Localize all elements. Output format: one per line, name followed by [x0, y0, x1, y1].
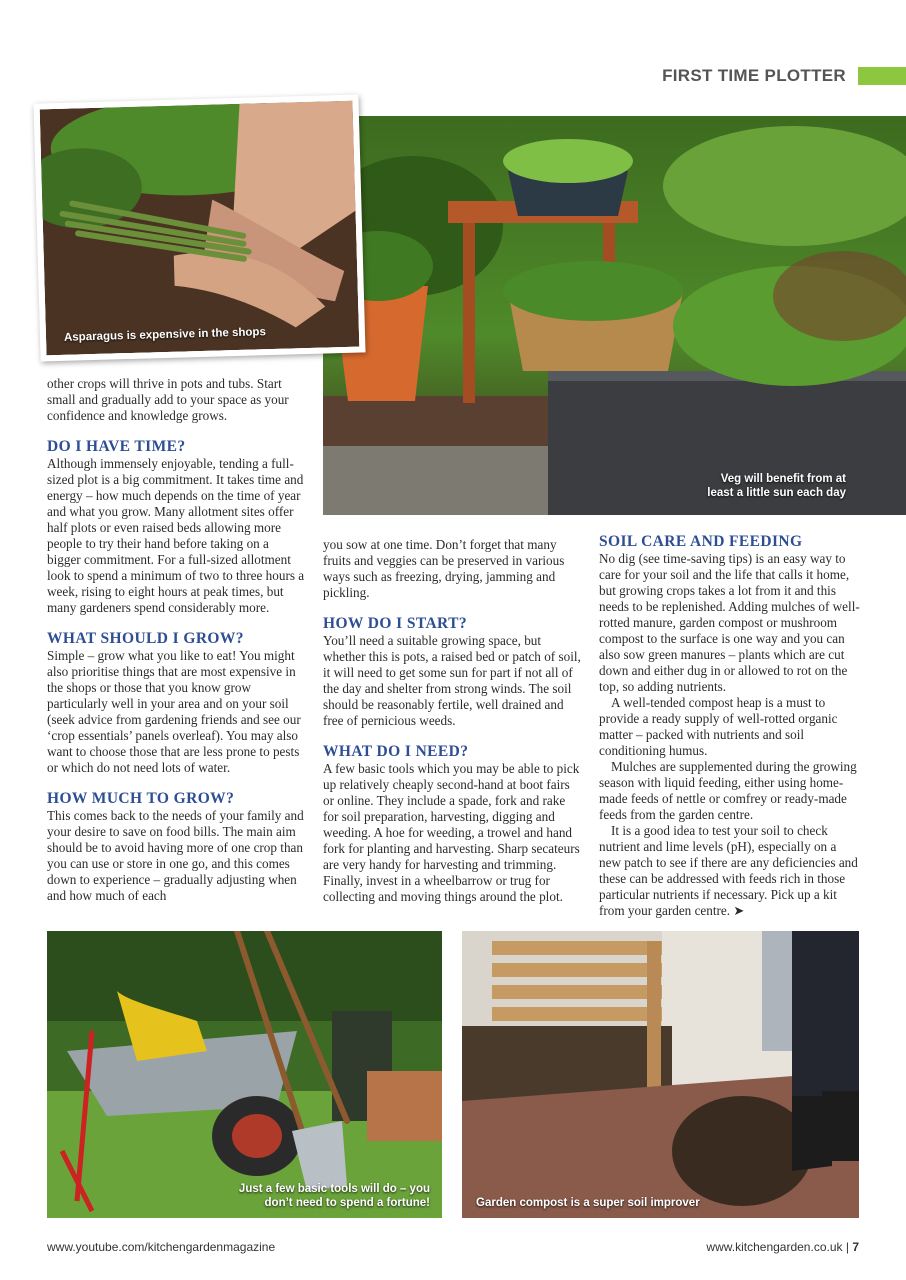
footer-youtube-link[interactable]: www.youtube.com/kitchengardenmagazine — [47, 1240, 276, 1254]
footer-separator: | — [845, 1240, 849, 1254]
asparagus-photo — [33, 95, 365, 362]
page-number: 7 — [852, 1240, 859, 1254]
section-tag — [662, 66, 906, 86]
tools-photo-image — [47, 931, 442, 1218]
compost-photo — [462, 931, 859, 1218]
garden-photo — [323, 116, 906, 515]
body-what-should-i-grow: Simple – grow what you like to eat! You might also prioritise things that are most expensive in the shops or those that you know grow particularly well in your area and on your soil (seek advice from gardening friends and see our ‘crop essentials’ panels overleaf). You may also want to choose those that are less prone to pests or which do not need lots of water. — [47, 648, 301, 775]
heading-soil-care-and-feeding: SOIL CARE AND FEEDING — [599, 533, 803, 550]
garden-photo-caption: Veg will benefit from at least a little sun each day — [707, 473, 846, 499]
soil-paragraph-2: A well-tended compost heap is a must to provide a ready supply of well-rotted organic matter – packed with nutrients and soil conditioning humus. — [599, 695, 838, 758]
section-title: FIRST TIME PLOTTER — [662, 66, 846, 85]
heading-do-i-have-time: DO I HAVE TIME? — [47, 438, 186, 455]
column-1 — [47, 376, 305, 904]
tools-photo — [47, 931, 442, 1218]
soil-paragraph-4: It is a good idea to test your soil to check nutrient and lime levels (pH), especially on a new patch to see if there are any deficiencies and these can be addressed with feeds rich in those particular nutrients if necessary. Pick up a kit from your garden centre. ➤ — [599, 823, 858, 918]
intro-tail-paragraph: other crops will thrive in pots and tubs. Start small and gradually add to your space as your confidence and knowledge grows. — [47, 376, 289, 423]
column-3 — [599, 533, 861, 919]
soil-paragraph-3: Mulches are supplemented during the growing season with liquid feeding, either using home-made feeds of nettle or comfrey or ready-made feeds from the garden centre. — [599, 759, 857, 822]
body-how-much-to-grow: This comes back to the needs of your family and your desire to save on food bills. The main aim should be to avoid having more of one crop than you can use or store in one go, and this comes down to experience – gradually adjusting when and how much of each — [47, 808, 304, 903]
body-how-do-i-start: You’ll need a suitable growing space, but whether this is pots, a raised bed or patch of soil, it will need to get some sun for part if not all of the day and shelter from strong winds. The soil should be reasonably fertile, well drained and free of pernicious weeds. — [323, 633, 581, 728]
heading-how-do-i-start: HOW DO I START? — [323, 615, 467, 632]
soil-paragraph-1: No dig (see time-saving tips) is an easy way to care for your soil and the life that calls it home, but growing crops takes a lot from it and this needs to be replenished. Adding mulches of well-rotted manure, garden compost or mushroom compost to the surface is one way and you can also sow green manures – plants which are cut down and either dug in or allowed to rot on the top, so adding nutrients. — [599, 551, 860, 694]
column-2 — [323, 537, 583, 905]
heading-what-should-i-grow: WHAT SHOULD I GROW? — [47, 630, 244, 647]
section-accent-bar — [858, 67, 906, 85]
continuation-paragraph: you sow at one time. Don’t forget that many fruits and veggies can be preserved in various ways such as freezing, drying, jamming and pickling. — [323, 537, 565, 600]
tools-photo-caption: Just a few basic tools will do – you don’t need to spend a fortune! — [238, 1183, 430, 1209]
footer-website-link[interactable]: www.kitchengarden.co.uk — [706, 1240, 843, 1254]
asparagus-caption: Asparagus is expensive in the shops — [63, 326, 267, 344]
garden-photo-image — [323, 116, 906, 515]
asparagus-photo-image — [40, 101, 360, 356]
heading-how-much-to-grow: HOW MUCH TO GROW? — [47, 790, 235, 807]
body-what-do-i-need: A few basic tools which you may be able to pick up relatively cheaply second-hand at boot fairs or online. They include a spade, fork and rake for soil preparation, harvesting, digging and weeding. A hoe for weeding, a trowel and hand fork for planting and harvesting. Sharp secateurs are very handy for harvesting and trimming. Finally, invest in a wheelbarrow or trug for collecting and moving things around the plot. — [323, 761, 580, 904]
compost-photo-image — [462, 931, 859, 1218]
heading-what-do-i-need: WHAT DO I NEED? — [323, 743, 469, 760]
footer-right — [706, 1240, 859, 1254]
compost-photo-caption: Garden compost is a super soil improver — [476, 1197, 700, 1209]
body-do-i-have-time: Although immensely enjoyable, tending a full-sized plot is a big commitment. It takes time and energy – how much depends on the time of year and what you grow. Many allotment sites offer half plots or even raised beds allowing more people to try their hand before taking on a bigger commitment. For a full-sized allotment look to spend a minimum of two to three hours a week, rising to eight hours at peak times, but many gardeners spend considerably more. — [47, 456, 305, 615]
